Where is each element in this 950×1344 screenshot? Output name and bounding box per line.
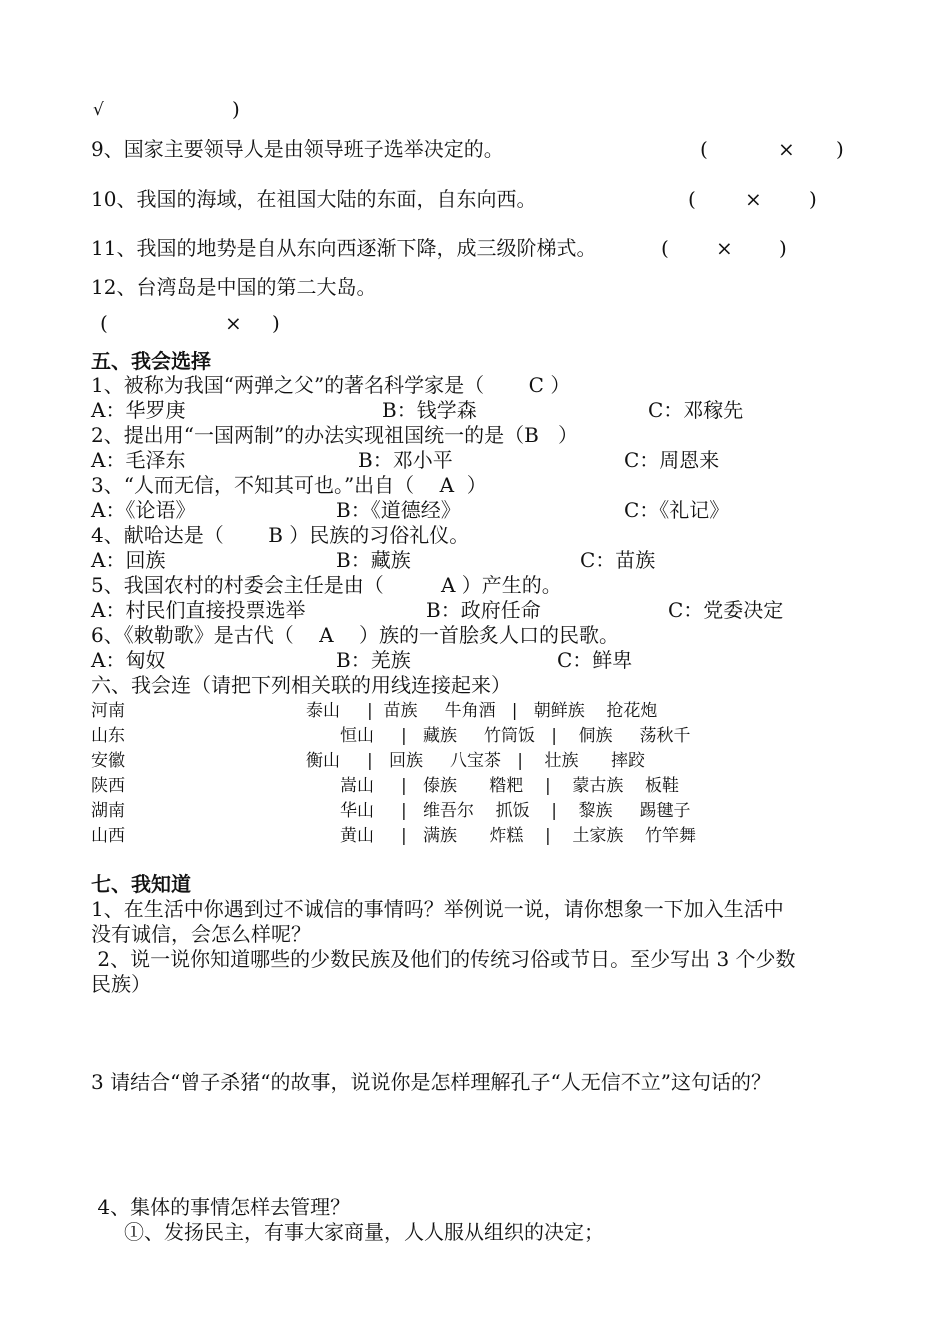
choice-option-b: B：藏族: [336, 548, 411, 572]
tf-close-paren: ): [272, 311, 280, 335]
match-items: 泰山 | 苗族 牛角酒 | 朝鲜族 抢花炮: [306, 701, 658, 721]
choice-question: 4、献哈达是（ B ）民族的习俗礼仪。: [91, 523, 470, 547]
tf-open-paren: (: [661, 236, 669, 260]
tf-close-paren: ): [809, 187, 817, 211]
section-heading-know: 七、我知道: [91, 872, 191, 896]
choice-option-b: B：政府任命: [426, 598, 541, 622]
choice-option-c: C：党委决定: [668, 598, 784, 622]
open-question-3: 3 请结合“曾子杀猪“的故事，说说你是怎样理解孔子“人无信不立”这句话的？: [91, 1070, 771, 1094]
choice-option-b: B：邓小平: [358, 448, 453, 472]
choice-question: 3、“人而无信，不知其可也。”出自（ A ）: [91, 473, 487, 497]
open-question-1-line2: 没有诚信，会怎么样呢？: [91, 922, 311, 946]
tf-close-paren: ): [836, 137, 844, 161]
match-province: 湖南: [91, 801, 125, 821]
choice-option-c: C：《礼记》: [624, 498, 730, 522]
choice-option-c: C：周恩来: [624, 448, 720, 472]
match-province: 陕西: [91, 776, 125, 796]
open-question-2-line1: 2、说一说你知道哪些的少数民族及他们的传统习俗或节日。至少写出 3 个少数: [91, 947, 796, 971]
match-items: 衡山 | 回族 八宝茶 | 壮族 摔跤: [306, 751, 645, 771]
choice-option-a: A：毛泽东: [91, 448, 186, 472]
match-province: 河南: [91, 701, 125, 721]
choice-question: 6、《敕勒歌》是古代（ A ）族的一首脍炙人口的民歌。: [91, 623, 620, 647]
tf-question-10: 10、我国的海域，在祖国大陆的东面，自东向西。: [91, 187, 537, 211]
check-mark: √: [93, 100, 104, 120]
match-items: 黄山 | 满族 炸糕 | 土家族 竹竿舞: [340, 826, 696, 846]
open-question-2-line2: 民族）: [91, 972, 151, 996]
close-paren: ): [232, 97, 240, 121]
tf-answer-mark: ×: [225, 311, 242, 335]
match-items: 华山 | 维吾尔 抓饭 | 黎族 踢毽子: [340, 801, 691, 821]
choice-question: 1、被称为我国“两弹之父”的著名科学家是（ C ）: [91, 373, 571, 397]
choice-question: 2、提出用“一国两制”的办法实现祖国统一的是（B ）: [91, 423, 578, 447]
tf-answer-mark: ×: [716, 236, 733, 260]
tf-answer-mark: ×: [745, 187, 762, 211]
choice-option-c: C：苗族: [580, 548, 656, 572]
choice-option-c: C：鲜卑: [557, 648, 633, 672]
choice-option-a: A：《论语》: [91, 498, 196, 522]
section-heading-choice: 五、我会选择: [91, 349, 211, 373]
match-items: 嵩山 | 傣族 糌粑 | 蒙古族 板鞋: [340, 776, 679, 796]
match-items: 恒山 | 藏族 竹筒饭 | 侗族 荡秋千: [340, 726, 691, 746]
choice-option-a: A：匈奴: [91, 648, 166, 672]
choice-option-b: B：《道德经》: [336, 498, 461, 522]
section-heading-match: 六、我会连（请把下列相关联的用线连接起来）: [91, 673, 511, 697]
tf-open-paren: (: [700, 137, 708, 161]
match-province: 山东: [91, 726, 125, 746]
open-question-1-line1: 1、在生活中你遇到过不诚信的事情吗？举例说一说，请你想象一下加入生活中: [91, 897, 784, 921]
choice-option-b: B：钱学森: [382, 398, 477, 422]
tf-open-paren: (: [100, 311, 108, 335]
tf-open-paren: (: [688, 187, 696, 211]
tf-close-paren: ): [779, 236, 787, 260]
choice-option-b: B：羌族: [336, 648, 411, 672]
tf-answer-mark: ×: [778, 137, 795, 161]
open-question-4-answer: ①、发扬民主，有事大家商量，人人服从组织的决定；: [124, 1220, 604, 1244]
tf-question-11: 11、我国的地势是自从东向西逐渐下降，成三级阶梯式。: [91, 236, 597, 260]
choice-question: 5、我国农村的村委会主任是由（ A ）产生的。: [91, 573, 562, 597]
match-province: 安徽: [91, 751, 125, 771]
choice-option-a: A：村民们直接投票选举: [91, 598, 306, 622]
choice-option-c: C：邓稼先: [648, 398, 744, 422]
tf-question-9: 9、国家主要领导人是由领导班子选举决定的。: [91, 137, 504, 161]
match-province: 山西: [91, 826, 125, 846]
tf-question-12: 12、台湾岛是中国的第二大岛。: [91, 275, 377, 299]
choice-option-a: A：回族: [91, 548, 166, 572]
open-question-4: 4、集体的事情怎样去管理？: [91, 1195, 351, 1219]
choice-option-a: A：华罗庚: [91, 398, 186, 422]
